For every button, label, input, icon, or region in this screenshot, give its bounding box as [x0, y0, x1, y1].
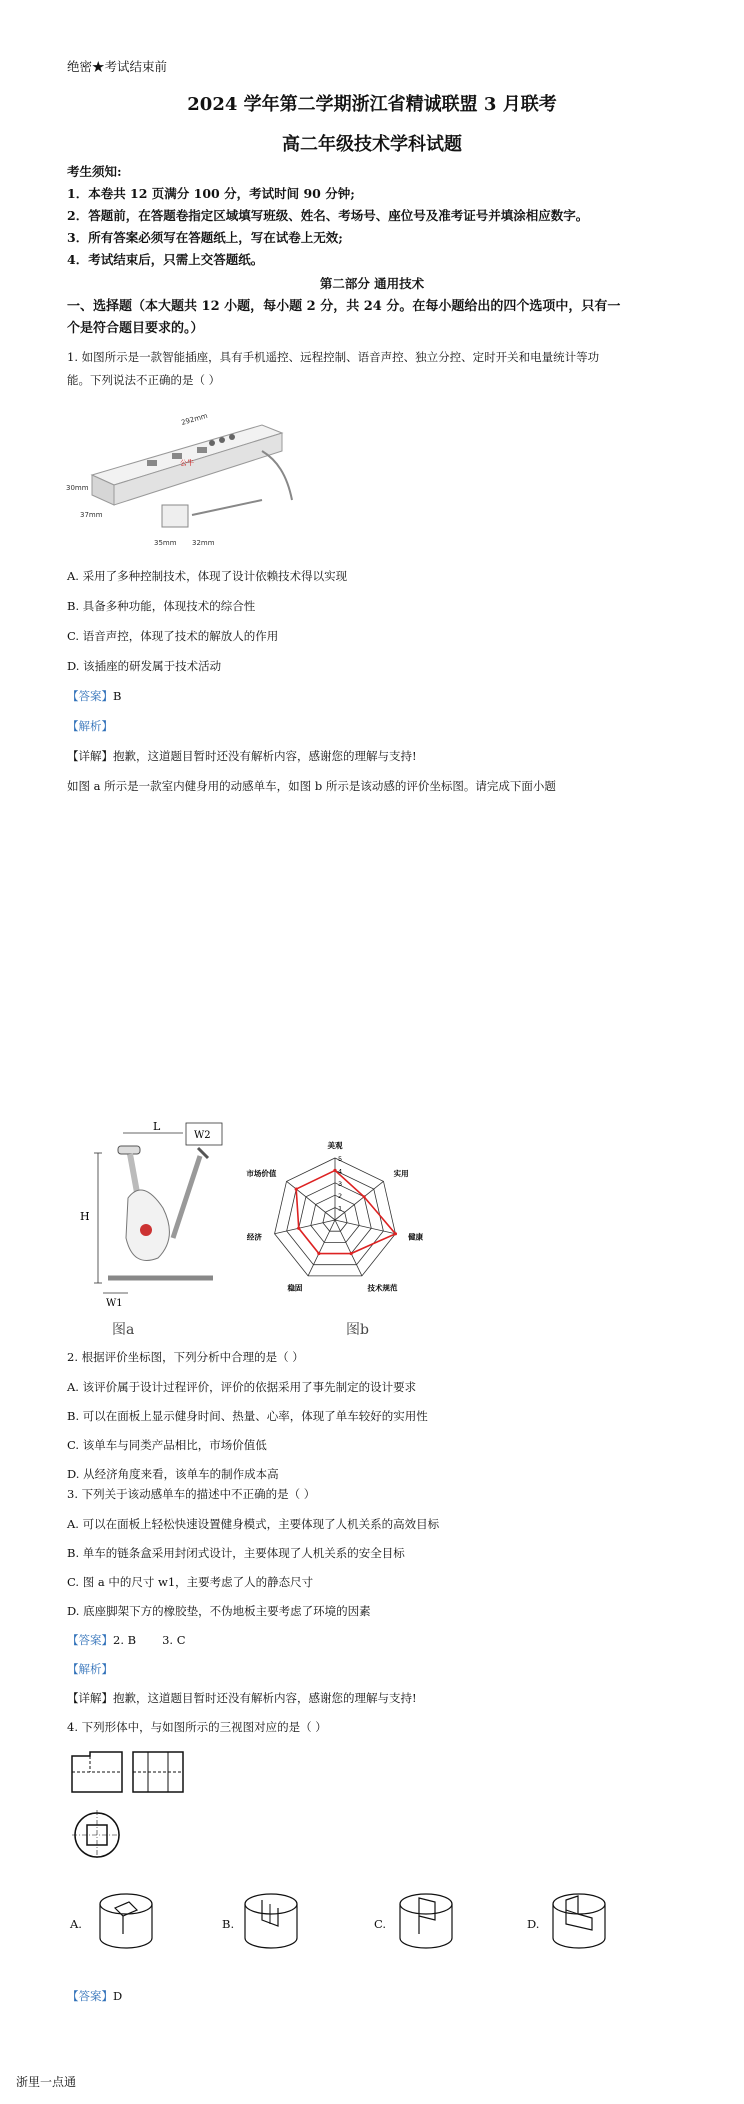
radar-axis-label: 实用 [393, 1169, 409, 1179]
dim-label-w1: W1 [106, 1298, 123, 1309]
answer-3: 3. C [162, 1633, 186, 1647]
q4-stem: 4. 下列形体中，与如图所示的三视图对应的是（ ） [67, 1720, 327, 1734]
q1-stem-cont: 能。下列说法不正确的是（ ） [67, 373, 221, 387]
radar-axis-label: 美观 [327, 1140, 343, 1150]
detail-text: 抱歉，这道题目暂时还没有解析内容，感谢您的理解与支持! [113, 1691, 417, 1705]
radar-axis-label: 技术规范 [367, 1283, 398, 1293]
three-view-drawing [70, 1750, 200, 1860]
q1-answer [67, 688, 121, 705]
answer-label: 【答案】 [67, 1633, 113, 1647]
notice-item: 3．所有答案必须写在答题纸上，写在试卷上无效; [67, 230, 343, 245]
radar-score-point [295, 1187, 298, 1190]
q3-option-a: A. 可以在面板上轻松快速设置健身模式，主要体现了人机关系的高效目标 [67, 1517, 440, 1531]
q1-option-b: B. 具备多种功能，体现技术的综合性 [67, 599, 256, 613]
dim-width: 292mm [180, 411, 209, 427]
radar-chart [240, 1125, 430, 1315]
radar-score-point [350, 1252, 353, 1255]
q4-option-c-label: C. [374, 1917, 387, 1931]
figure-b-caption: 图b [346, 1322, 369, 1338]
dim-plug-w: 35mm [154, 539, 177, 547]
option-d-shape [548, 1890, 610, 1952]
section-heading-cont: 个是符合题目要求的。） [67, 321, 204, 336]
q1-option-a: A. 采用了多种控制技术，体现了设计依赖技术得以实现 [67, 569, 348, 583]
radar-score-point [317, 1252, 320, 1255]
answer-2: 2. B [113, 1633, 137, 1647]
secret-label: 绝密★考试结束前 [67, 59, 168, 74]
part-heading: 第二部分 通用技术 [319, 276, 425, 291]
dim-label-h: H [80, 1210, 90, 1223]
q3-option-d: D. 底座脚架下方的橡胶垫，不伪地板主要考虑了环境的因素 [67, 1604, 371, 1618]
q2-option-a: A. 该评价属于设计过程评价，评价的依据采用了事先制定的设计要求 [67, 1380, 417, 1394]
answer-label: 【答案】 [67, 689, 113, 703]
radar-tick-label: 2 [338, 1192, 343, 1201]
answer-label: 【答案】 [67, 1989, 113, 2003]
answer-value: B [113, 689, 122, 703]
q2-option-c: C. 该单车与同类产品相比，市场价值低 [67, 1438, 267, 1452]
q4-option-d-label: D. [527, 1917, 540, 1931]
q1-detail [67, 748, 417, 765]
radar-tick-label: 1 [338, 1204, 343, 1213]
dim-h: 37mm [80, 511, 103, 519]
q4-answer [67, 1988, 122, 2005]
radar-tick-label: 5 [338, 1155, 343, 1163]
q4-option-b-label: B. [222, 1917, 235, 1931]
q2-option-d: D. 从经济角度来看，该单车的制作成本高 [67, 1467, 279, 1481]
q2-stem: 2. 根据评价坐标图，下列分析中合理的是（ ） [67, 1350, 304, 1364]
radar-score-point [333, 1169, 336, 1172]
notice-heading: 考生须知: [67, 164, 122, 179]
answer-value: D [113, 1989, 123, 2003]
radar-score-point [297, 1227, 300, 1230]
intro-text: 如图 a 所示是一款室内健身用的动感单车，如图 b 所示是该动感的评价坐标图。请完成下面小题 [67, 779, 556, 793]
socket-brand: 公牛 [180, 459, 194, 467]
radar-axis [308, 1220, 335, 1276]
radar-score-polygon [296, 1170, 395, 1253]
q3-option-c: C. 图 a 中的尺寸 w1，主要考虑了人的静态尺寸 [67, 1575, 314, 1589]
radar-tick-label: 4 [338, 1167, 343, 1176]
figure-a-caption: 图a [112, 1322, 135, 1338]
exercise-bike-figure [68, 1118, 238, 1318]
q3-option-b: B. 单车的链条盒采用封闭式设计，主要体现了人机关系的安全目标 [67, 1546, 405, 1560]
q2-option-b: B. 可以在面板上显示健身时间、热量、心率，体现了单车较好的实用性 [67, 1409, 428, 1423]
detail-label: 【详解】 [67, 1691, 113, 1705]
detail-2-3 [67, 1690, 417, 1707]
page-subtitle: 高二年级技术学科试题 [282, 134, 462, 155]
dim-plug-d: 32mm [192, 539, 215, 547]
page-title: 2024 学年第二学期浙江省精诚联盟 3 月联考 [187, 94, 557, 115]
detail-label: 【详解】 [67, 749, 113, 763]
radar-tick-label: 3 [338, 1179, 343, 1188]
q1-option-c: C. 语音声控，体现了技术的解放人的作用 [67, 629, 279, 643]
option-a-shape [95, 1890, 157, 1952]
dim-depth: 30mm [66, 484, 89, 492]
radar-axis-label: 健康 [408, 1232, 424, 1242]
notice-item: 4．考试结束后，只需上交答题纸。 [67, 252, 264, 267]
answer-2-3 [67, 1632, 186, 1649]
q1-stem: 1. 如图所示是一款智能插座，具有手机遥控、远程控制、语音声控、独立分控、定时开关和电量统计等功 [67, 350, 600, 364]
radar-score-point [362, 1195, 365, 1198]
dim-label-w2: W2 [194, 1130, 211, 1141]
q1-analysis-label: 【解析】 [67, 719, 113, 733]
radar-axis-label: 经济 [246, 1232, 262, 1242]
radar-score-point [394, 1232, 397, 1235]
dim-label-l: L [153, 1120, 161, 1133]
notice-item: 2．答题前，在答题卷指定区域填写班级、姓名、考场号、座位号及准考证号并填涂相应数字。 [67, 208, 589, 223]
radar-axis-label: 稳固 [287, 1283, 303, 1293]
q4-option-a-label: A. [70, 1917, 82, 1931]
option-c-shape [395, 1890, 457, 1952]
q3-stem: 3. 下列关于该动感单车的描述中不正确的是（ ） [67, 1487, 316, 1501]
q1-option-d: D. 该插座的研发属于技术活动 [67, 659, 222, 673]
section-heading: 一、选择题（本大题共 12 小题，每小题 2 分，共 24 分。在每小题给出的四个选项中，只有一 [67, 299, 621, 314]
radar-axis [335, 1220, 362, 1276]
footer-brand: 浙里一点通 [16, 2075, 77, 2089]
notice-item: 1．本卷共 12 页满分 100 分，考试时间 90 分钟; [67, 186, 355, 201]
radar-axis-label: 市场价值 [246, 1169, 277, 1179]
smart-socket-figure [62, 405, 294, 565]
option-b-shape [240, 1890, 302, 1952]
detail-text: 抱歉，这道题目暂时还没有解析内容，感谢您的理解与支持! [113, 749, 417, 763]
analysis-2-3: 【解析】 [67, 1662, 113, 1676]
